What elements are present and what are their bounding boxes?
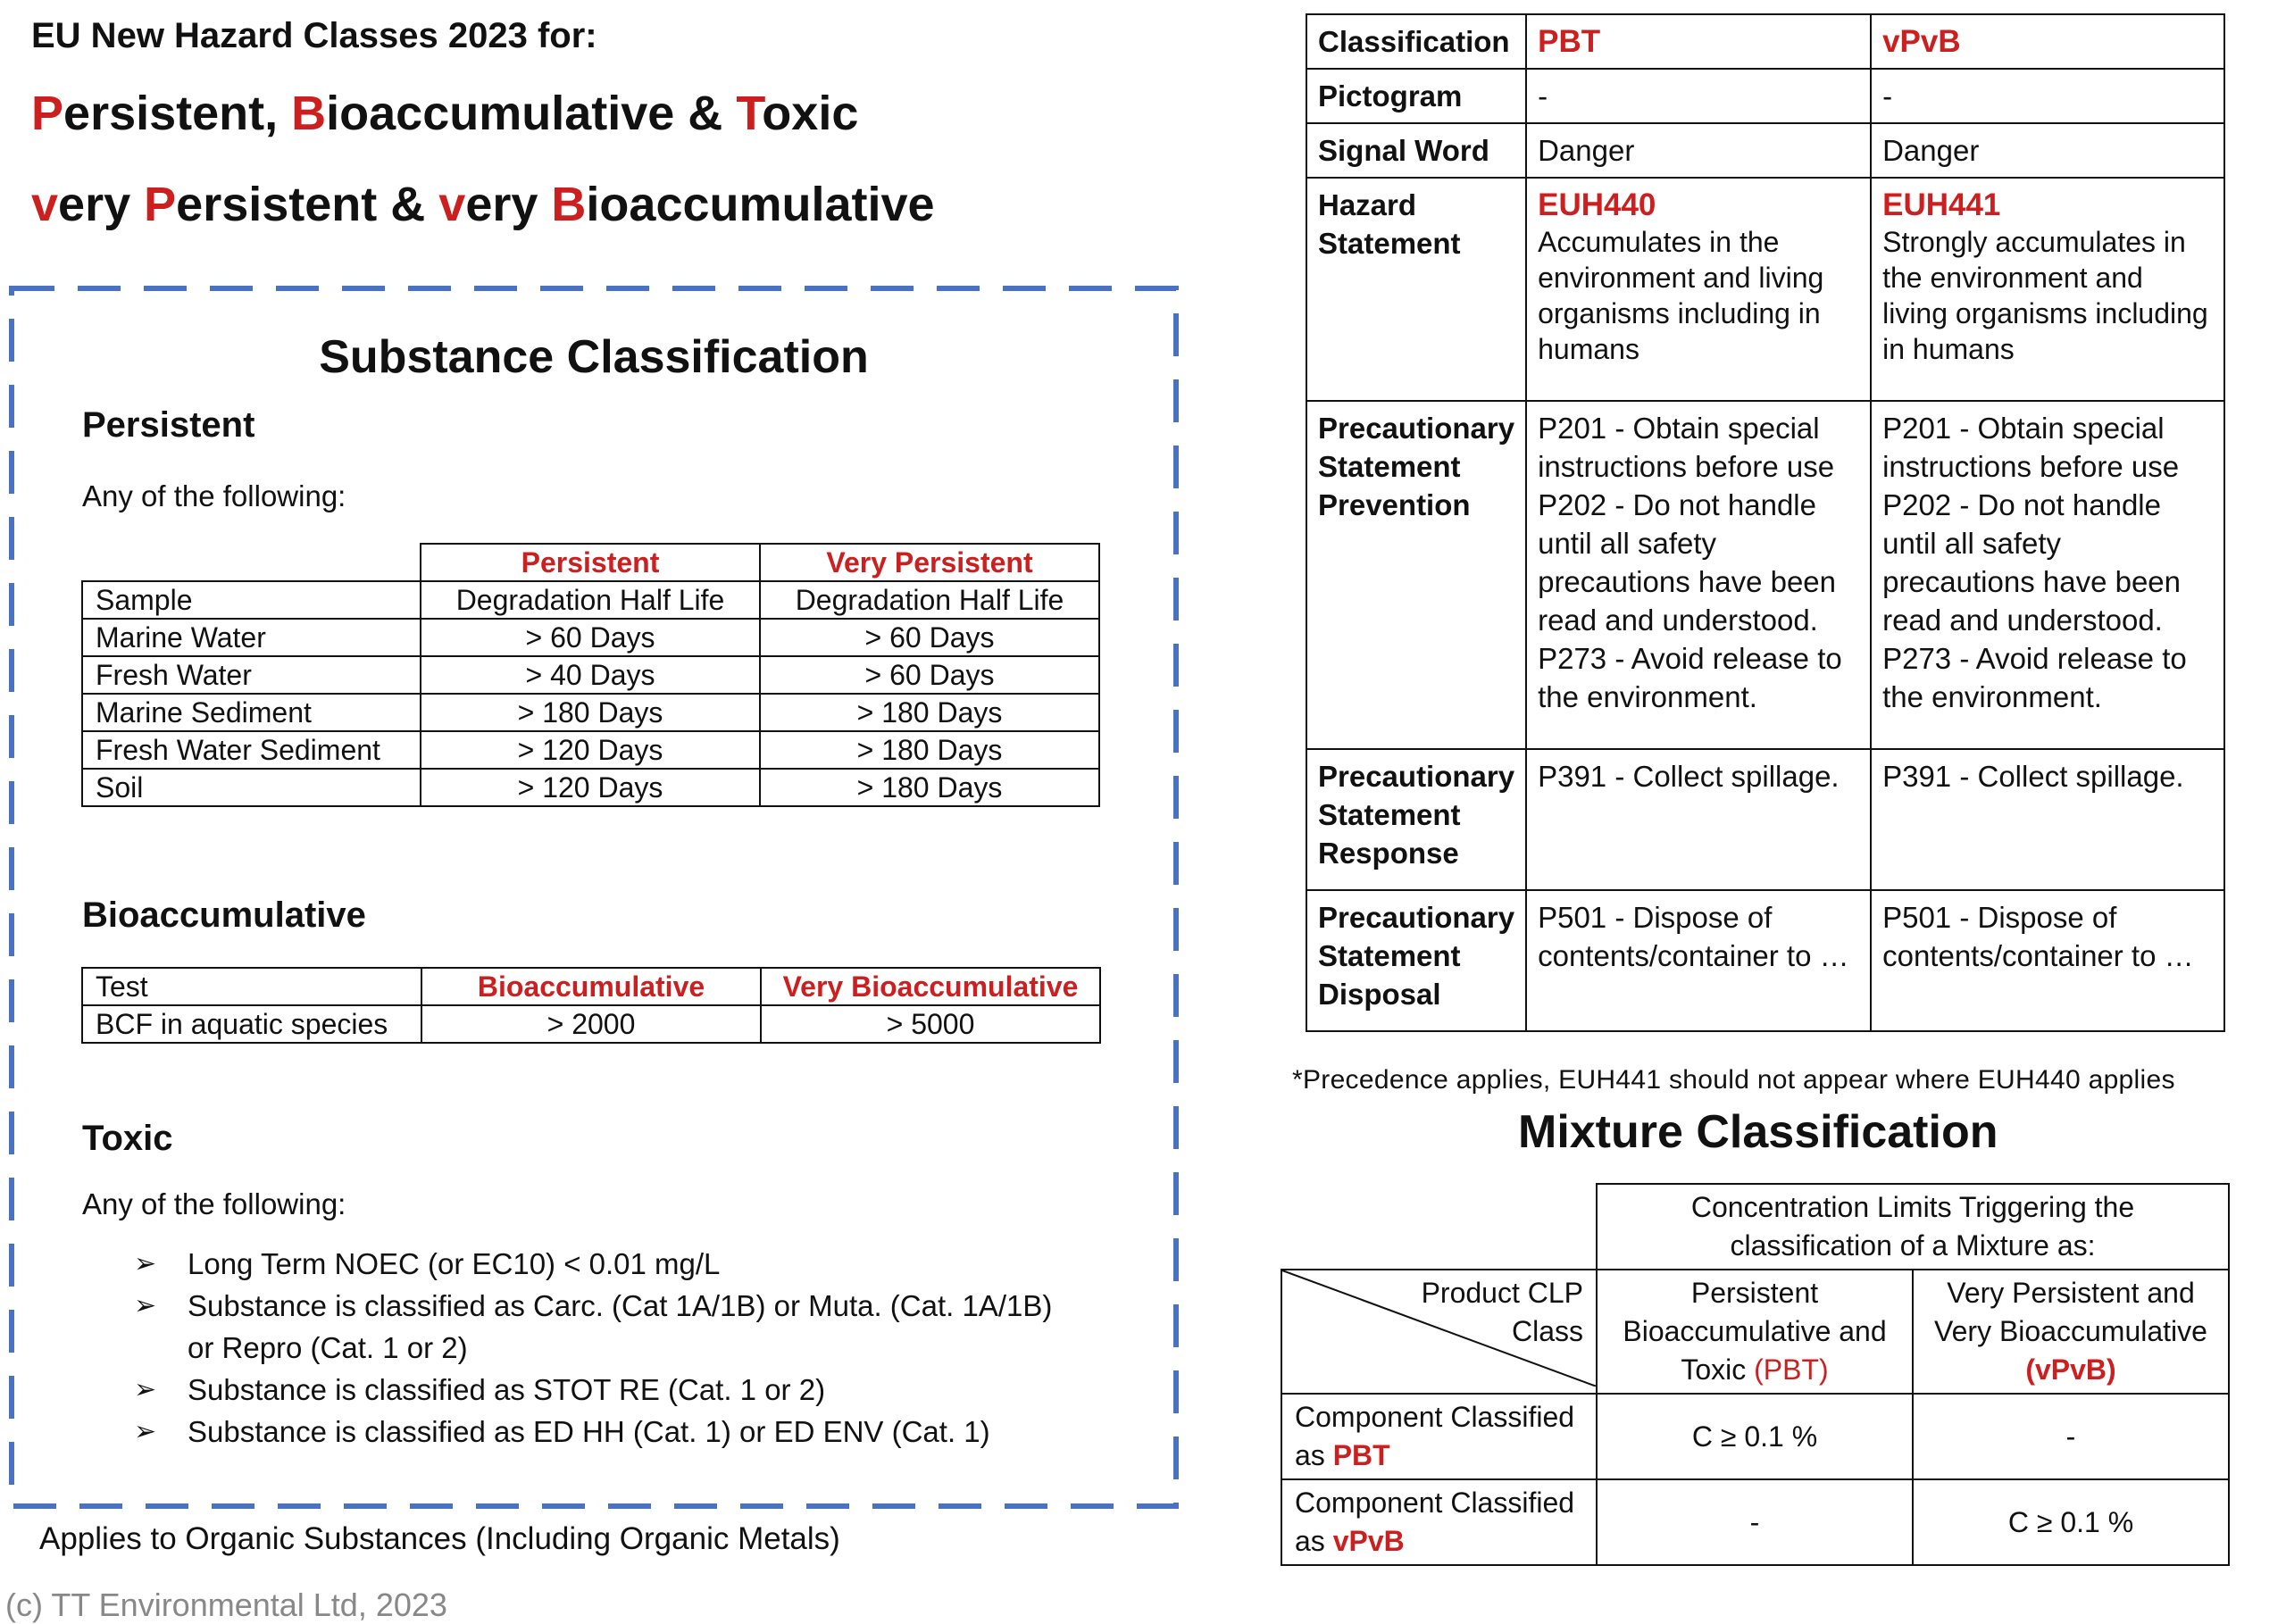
row-prefix: Component Classified as [1295,1487,1575,1557]
col-code: (vPvB) [2025,1353,2116,1386]
list-item-text: Substance is classified as STOT RE (Cat. 1 or 2) [188,1373,826,1406]
table-row [82,769,1099,806]
hazard-code-pbt: EUH440 [1538,187,1656,222]
header-line-3 [31,177,935,232]
table-row [82,656,1099,694]
table-row [82,1005,1100,1043]
row-prefix: Component Classified as [1295,1401,1575,1471]
table-cell: Precautionary Statement Disposal [1306,890,1526,1031]
product-clp-class-cell [1281,1270,1597,1394]
precedence-note: *Precedence applies, EUH441 should not appear where EUH440 applies [1292,1065,2175,1095]
table-cell: > 120 Days [421,731,760,769]
list-item [134,1243,1080,1285]
mixture-table [1281,1183,2230,1566]
table-cell: Pictogram [1306,69,1526,123]
header-cap: B [291,87,327,140]
table-cell: P391 - Collect spillage. [1871,749,2224,890]
col-text: Very Persistent and Very Bioaccumulative [1934,1277,2207,1347]
table-cell: - [1526,69,1871,123]
table-row [1306,890,2224,1031]
table-row [1306,749,2224,890]
hazard-classification-table [1306,13,2225,1032]
table-cell: > 60 Days [760,656,1099,694]
applies-note: Applies to Organic Substances (Including Organic Metals) [39,1521,840,1556]
header-text: ioaccumulative & [326,87,737,140]
arrow-bullet-icon: ➢ [134,1375,157,1404]
table-cell [1526,178,1871,401]
table-header-cell: Persistent [421,544,760,581]
hazard-code-vpvb: EUH441 [1882,187,2001,222]
table-cell [1526,14,1871,69]
mixture-title: Mixture Classification [1518,1106,1998,1158]
table-row [82,619,1099,656]
table-cell: Marine Sediment [82,694,421,731]
substance-classification-box [9,286,1179,1509]
header-text: oxic [762,87,859,140]
table-cell [1871,178,2224,401]
header-line-2 [31,86,858,141]
table-header-cell: Very Bioaccumulative [761,968,1100,1005]
substance-title: Substance Classification [319,331,869,383]
header-cap: P [31,87,64,140]
table-cell: - [1597,1479,1913,1565]
table-row [1306,123,2224,178]
table-cell: P391 - Collect spillage. [1526,749,1871,890]
table-cell: P201 - Obtain special instructions before use P202 - Do not handle until all safety precautions have been read and understood. P273 - Avoid release to the environment. [1871,401,2224,749]
table-cell: Signal Word [1306,123,1526,178]
hazard-text-vpvb: Strongly accumulates in the environment and living organisms including in humans [1882,226,2208,365]
hazard-text-pbt: Accumulates in the environment and living organisms including in humans [1538,226,1824,365]
table-cell: C ≥ 0.1 % [1913,1479,2229,1565]
persistent-heading: Persistent [82,405,255,445]
table-cell: Danger [1526,123,1871,178]
header-text: ersistent & [176,178,439,231]
header-cap: v [31,178,59,231]
table-row [82,694,1099,731]
table-row [1306,401,2224,749]
table-cell [82,544,421,581]
product-clp-label: Product CLP Class [1421,1277,1583,1347]
header-line-1: EU New Hazard Classes 2023 for: [31,16,597,55]
arrow-bullet-icon: ➢ [134,1249,157,1278]
header-cap: T [736,87,763,140]
header-cap: B [551,178,587,231]
table-cell: Degradation Half Life [760,581,1099,619]
persistent-intro: Any of the following: [82,479,346,512]
vpvb-label: vPvB [1882,24,1961,59]
table-row [1281,1394,2229,1479]
col-code: (PBT) [1754,1353,1829,1386]
table-row [82,544,1099,581]
table-cell: > 180 Days [760,694,1099,731]
table-row [1281,1270,2229,1394]
table-cell [1281,1184,1597,1270]
table-cell: BCF in aquatic species [82,1005,421,1043]
list-item [134,1285,1080,1369]
table-header-cell: Concentration Limits Triggering the classification of a Mixture as: [1597,1184,2229,1270]
table-header-cell: Very Persistent [760,544,1099,581]
toxic-criteria-list [134,1243,1080,1453]
table-cell: Fresh Water [82,656,421,694]
table-cell [1281,1394,1597,1479]
header-text: ery [465,178,552,231]
table-row [82,581,1099,619]
table-row [82,968,1100,1005]
header-cap: P [144,178,177,231]
row-code: vPvB [1332,1525,1405,1557]
table-row [1306,14,2224,69]
table-cell: Marine Water [82,619,421,656]
bioaccumulative-table [81,967,1101,1044]
table-cell: Fresh Water Sediment [82,731,421,769]
list-item-text: Long Term NOEC (or EC10) < 0.01 mg/L [188,1247,721,1280]
table-cell: > 180 Days [760,769,1099,806]
toxic-intro: Any of the following: [82,1187,346,1220]
table-header-cell [1597,1270,1913,1394]
table-header-cell: Bioaccumulative [421,968,761,1005]
arrow-bullet-icon: ➢ [134,1417,157,1446]
table-header-cell [1913,1270,2229,1394]
row-code: PBT [1332,1439,1390,1471]
table-cell: Precautionary Statement Prevention [1306,401,1526,749]
table-cell: Test [82,968,421,1005]
table-cell: Degradation Half Life [421,581,760,619]
arrow-bullet-icon: ➢ [134,1291,157,1320]
table-cell: - [1871,69,2224,123]
header-text: ioaccumulative [586,178,935,231]
persistent-table [81,543,1100,807]
header-text: ersistent, [63,87,292,140]
copyright: (c) TT Environmental Ltd, 2023 [5,1587,447,1623]
list-item-text: Substance is classified as Carc. (Cat 1A/1B) or Muta. (Cat. 1A/1B) or Repro (Cat. 1 or 2) [188,1289,1053,1364]
table-cell: C ≥ 0.1 % [1597,1394,1913,1479]
table-cell: Hazard Statement [1306,178,1526,401]
pbt-label: PBT [1538,24,1601,59]
table-row [1306,178,2224,401]
table-cell: Classification [1306,14,1526,69]
table-cell: > 5000 [761,1005,1100,1043]
table-cell: > 180 Days [421,694,760,731]
table-cell: > 2000 [421,1005,761,1043]
table-row [82,731,1099,769]
col-text: Persistent Bioaccumulative and Toxic [1623,1277,1887,1386]
list-item-text: Substance is classified as ED HH (Cat. 1) or ED ENV (Cat. 1) [188,1415,990,1448]
list-item [134,1369,1080,1411]
toxic-heading: Toxic [82,1119,173,1158]
table-cell: > 120 Days [421,769,760,806]
table-cell: Soil [82,769,421,806]
table-cell: > 60 Days [760,619,1099,656]
table-cell: > 180 Days [760,731,1099,769]
table-cell [1871,14,2224,69]
table-cell: P501 - Dispose of contents/container to … [1871,890,2224,1031]
header-text: ery [58,178,145,231]
list-item [134,1411,1080,1453]
table-cell: Sample [82,581,421,619]
table-cell: Precautionary Statement Response [1306,749,1526,890]
table-row [1281,1184,2229,1270]
table-cell [1281,1479,1597,1565]
table-cell: > 60 Days [421,619,760,656]
table-cell: P501 - Dispose of contents/container to … [1526,890,1871,1031]
table-row [1281,1479,2229,1565]
header-cap: v [438,178,466,231]
table-cell: > 40 Days [421,656,760,694]
table-cell: Danger [1871,123,2224,178]
table-cell: - [1913,1394,2229,1479]
table-row [1306,69,2224,123]
table-cell: P201 - Obtain special instructions before use P202 - Do not handle until all safety precautions have been read and understood. P273 - Avoid release to the environment. [1526,401,1871,749]
bioaccumulative-heading: Bioaccumulative [82,895,366,935]
